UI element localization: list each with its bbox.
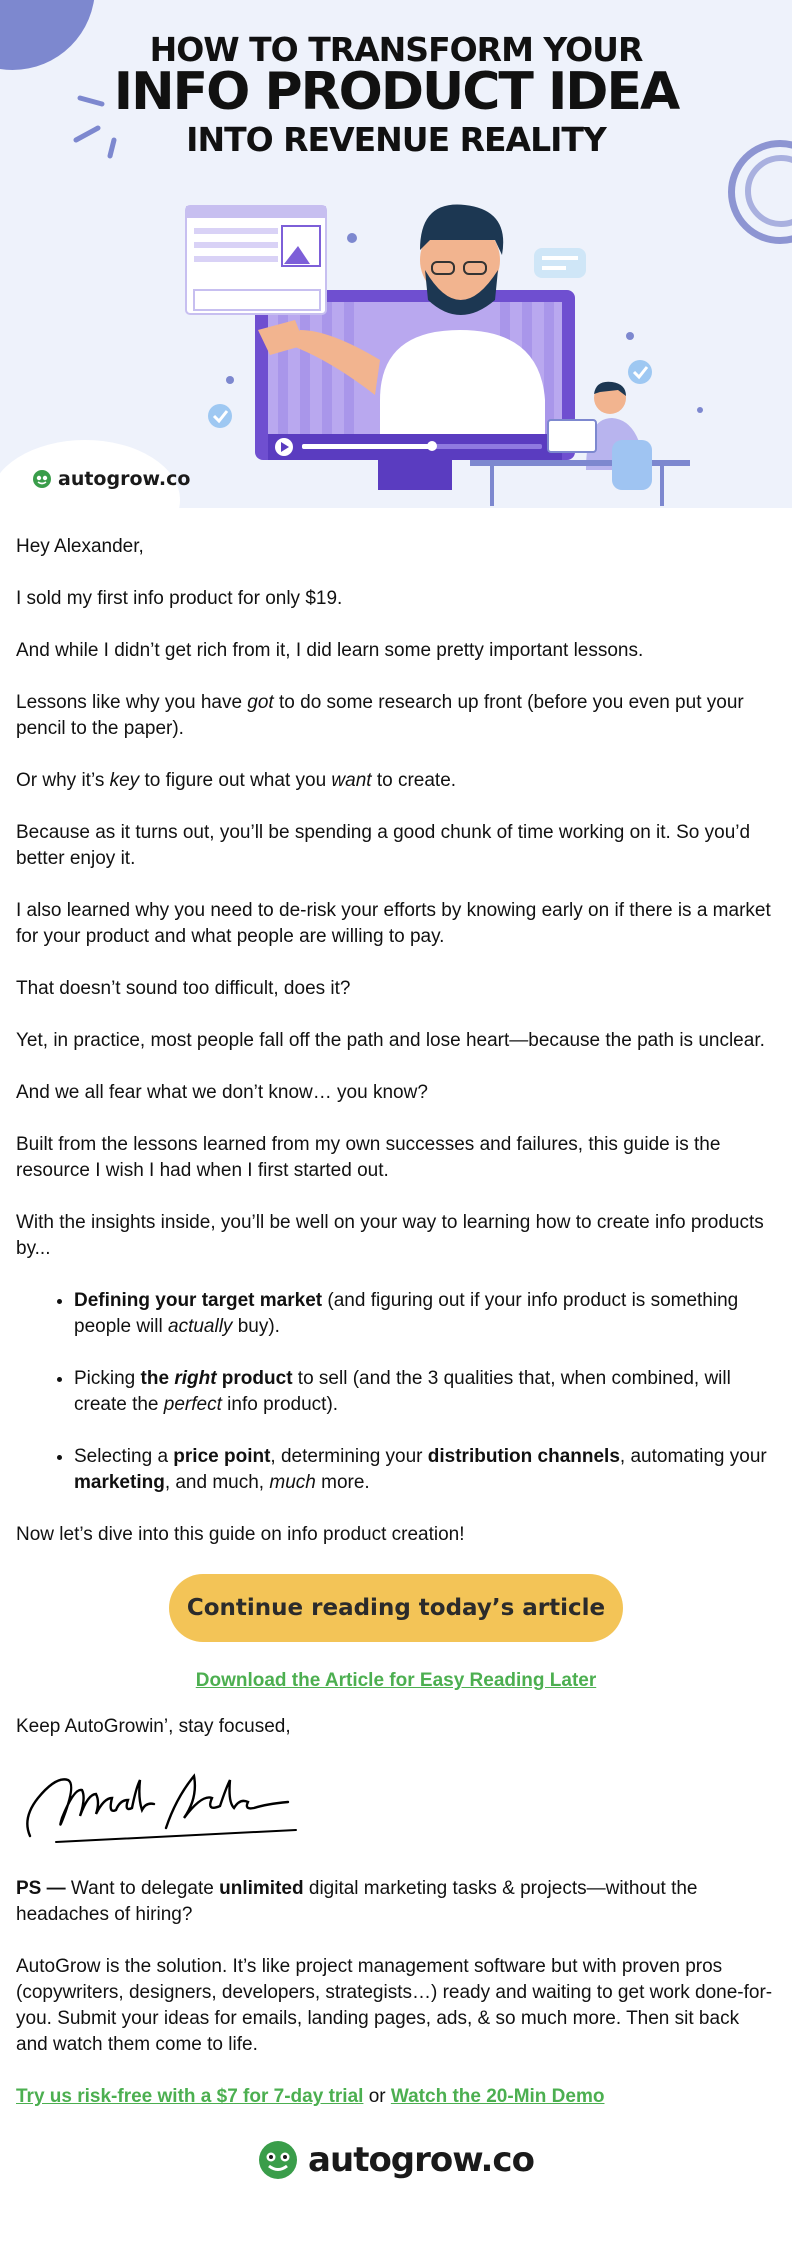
list-item: • Picking the right product to sell (and the 3 qualities that, when combined, will create the perfect info product). — [74, 1366, 776, 1418]
paragraph: And while I didn’t get rich from it, I did learn some pretty important lessons. — [16, 640, 644, 661]
list-item: • Selecting a price point, determining your distribution channels, automating your marketing, and much, much more. — [74, 1444, 776, 1496]
paragraph: That doesn’t sound too difficult, does it? — [16, 978, 351, 999]
email-body — [0, 508, 792, 2180]
chair — [612, 440, 652, 490]
dash-marks-icon — [76, 98, 114, 156]
paragraph: Or why it’s key to figure out what you want to create. — [16, 770, 457, 791]
greeting: Hey Alexander, — [16, 536, 144, 557]
pitch-paragraph: AutoGrow is the solution. It’s like project management software but with proven pros (copywriters, designers, developers, strategists…) ready and waiting to get work done-for-you. Submit your ideas for emails, landing pages, ads, & so much more. Then sit back and watch them come to life. — [16, 1956, 773, 2055]
laptop-icon — [548, 420, 596, 452]
hero-banner — [0, 0, 792, 508]
paragraph: Built from the lessons learned from my own successes and failures, this guide is the resource I wish I had when I first started out. — [16, 1134, 721, 1181]
continue-reading-button[interactable]: Continue reading today’s article — [169, 1574, 623, 1642]
hero-title-line-3: INTO REVENUE REALITY — [186, 120, 606, 159]
hero-logo — [32, 468, 190, 490]
check-icon — [208, 404, 232, 428]
signoff: Keep AutoGrowin’, stay focused, — [16, 1716, 291, 1737]
paragraph: I also learned why you need to de-risk your efforts by knowing early on if there is a market for your product and what people are willing to pay. — [16, 900, 771, 947]
hero-logo-text: autogrow.co — [58, 468, 191, 490]
benefits-list — [16, 1288, 776, 1496]
paragraph: Lessons like why you have got to do some research up front (before you even put your pencil to the paper). — [16, 692, 744, 739]
footer-logo-text: autogrow.co — [308, 2140, 534, 2180]
signature — [16, 1758, 776, 1856]
watch-demo-link[interactable]: Watch the 20-Min Demo — [390, 2086, 605, 2107]
hero-title-line-2: INFO PRODUCT IDEA — [113, 62, 679, 122]
monitor-stand — [378, 460, 452, 490]
paragraph: And we all fear what we don’t know… you know? — [16, 1082, 428, 1103]
list-item: • Defining your target market (and figuring out if your info product is something people will actually buy). — [74, 1288, 776, 1340]
paragraph: I sold my first info product for only $19. — [16, 588, 343, 609]
free-trial-link[interactable]: Try us risk-free with a $7 for 7-day trial — [16, 2086, 364, 2107]
paragraph: Because as it turns out, you’ll be spending a good chunk of time working on it. So you’d better enjoy it. — [16, 822, 751, 869]
trial-links: Try us risk-free with a $7 for 7-day trial or Watch the 20-Min Demo — [16, 2086, 605, 2107]
paragraph: Yet, in practice, most people fall off the path and lose heart—because the path is unclear. — [16, 1030, 765, 1051]
check-icon — [628, 360, 652, 384]
autogrow-logo-icon — [32, 469, 52, 489]
ps-paragraph: PS — Want to delegate unlimited digital marketing tasks & projects—without the headaches of hiring? — [16, 1878, 698, 1925]
autogrow-logo-icon — [258, 2140, 298, 2180]
hero-title-line-1: HOW TO TRANSFORM YOUR — [149, 30, 643, 69]
footer-logo[interactable] — [16, 2140, 776, 2180]
download-article-link[interactable]: Download the Article for Easy Reading Later — [195, 1670, 597, 1691]
handwritten-signature — [16, 1758, 306, 1848]
hero-illustration — [0, 0, 792, 508]
cta-wrapper — [16, 1574, 776, 1642]
chat-bubble-icon — [534, 248, 586, 278]
paragraph: Now let’s dive into this guide on info product creation! — [16, 1524, 465, 1545]
paragraph: With the insights inside, you’ll be well on your way to learning how to create info products by... — [16, 1212, 764, 1259]
